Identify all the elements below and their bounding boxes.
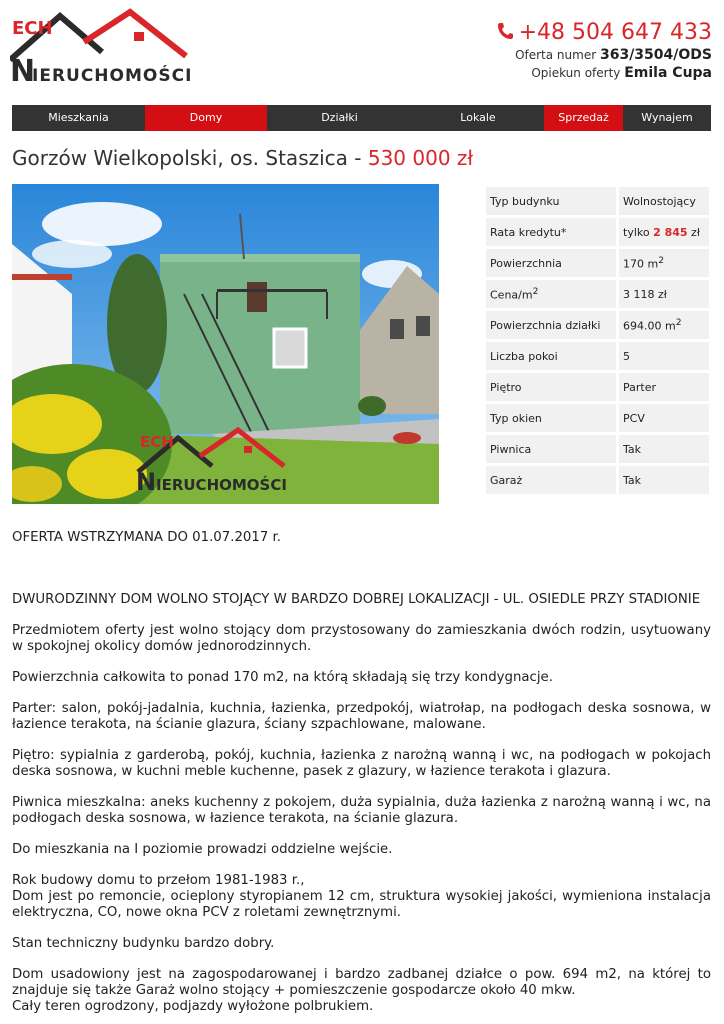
spec-label: Rata kredytu* [486, 218, 619, 246]
spec-label: Piętro [486, 373, 619, 401]
listing-location: Gorzów Wielkopolski, os. Staszica - [12, 146, 368, 170]
agent-line [497, 64, 712, 82]
nav-item-wynajem[interactable]: Wynajem [641, 111, 693, 124]
credit-value: 2 845 [653, 225, 688, 239]
price-m2-label: Cena/m [490, 288, 533, 302]
agent-name: Emila Cupa [624, 65, 712, 81]
description-line: Dom jest po remoncie, ocieplony styropianem 12 cm, struktura wysokiej jakości, wymieniona instalacja elektryczna, CO, nowe okna PCV z roletami zewnętrznymi. [12, 889, 711, 920]
spec-row [486, 466, 709, 494]
credit-suffix: zł [687, 225, 700, 239]
spec-row [486, 342, 709, 370]
description-paragraph: Stan techniczny budynku bardzo dobry. [12, 936, 275, 951]
spec-row [486, 187, 709, 215]
description-line: Rok budowy domu to przełom 1981-1983 r., [12, 873, 305, 888]
watermark-name: IERUCHOMOŚCI [156, 476, 287, 494]
spec-row [486, 249, 709, 277]
spec-value: Wolnostojący [619, 187, 709, 215]
spec-value: 3 118 zł [619, 280, 709, 308]
spec-value: Parter [619, 373, 709, 401]
spec-value [619, 311, 709, 339]
description-line: Dom usadowiony jest na zagospodarowanej i bardzo zadbanej działce o pow. 694 m2, na której to znajduje się także Garaż wolno stojący + pomieszczenie gospodarcze około 40 mkw. [12, 967, 711, 998]
description-paragraph [12, 967, 711, 1015]
spec-value: Tak [619, 435, 709, 463]
description-paragraph: Parter: salon, pokój-jadalnia, kuchnia, łazienka, przedpokój, wiatrołap, na podłogach deska sosnowa, w łazience terakota, na ścianie glazura, ściany szpachlowane, malowane. [12, 701, 711, 732]
offer-number-line [497, 46, 712, 64]
description-paragraph: Powierzchnia całkowita to ponad 170 m2, na którą składają się trzy kondygnacje. [12, 670, 553, 685]
spec-label: Piwnica [486, 435, 619, 463]
watermark-ech: ECH [140, 433, 174, 451]
agent-label: Opiekun oferty [531, 66, 621, 80]
area-value: 170 m [623, 257, 659, 271]
spec-value [619, 218, 709, 246]
listing-title [12, 146, 473, 170]
spec-value: Tak [619, 466, 709, 494]
contact-block [497, 20, 712, 82]
spec-label: Powierzchnia [486, 249, 619, 277]
spec-row [486, 373, 709, 401]
company-logo[interactable] [10, 8, 193, 89]
nav-item-mieszkania[interactable]: Mieszkania [48, 111, 109, 124]
offer-number-label: Oferta numer [515, 48, 597, 62]
spacer [12, 561, 711, 577]
logo-n-letter: N [10, 54, 36, 89]
description-paragraph: Piętro: sypialnia z garderobą, pokój, kuchnia, łazienka z narożną wanną i wc, na podłogach w pokojach deska sosnowa, w kuchni meble kuchenne, pasek z glazury, w łazience terakota i glazura. [12, 748, 711, 779]
listing-price: 530 000 zł [367, 146, 474, 170]
spec-label [486, 280, 619, 308]
spec-label: Typ okien [486, 404, 619, 432]
nav-item-dzialki[interactable]: Działki [321, 111, 358, 124]
status-notice: OFERTA WSTRZYMANA DO 01.07.2017 r. [12, 530, 281, 545]
credit-prefix: tylko [623, 225, 654, 239]
offer-number: 363/3504/ODS [599, 47, 712, 63]
phone-number[interactable]: +48 504 647 433 [518, 20, 712, 45]
spec-row [486, 311, 709, 339]
spec-label: Liczba pokoi [486, 342, 619, 370]
logo-name-text: IERUCHOMOŚCI [32, 66, 193, 86]
spec-value: 5 [619, 342, 709, 370]
description-paragraph [12, 873, 711, 921]
watermark-n: N [136, 468, 157, 496]
description-paragraph: Piwnica mieszkalna: aneks kuchenny z pokojem, duża sypialnia, duża łazienka z narożną wanną i wc, na podłogach deska sosnowa, w łazience terakota, na ścianie glazura. [12, 795, 711, 826]
plot-value: 694.00 m [623, 319, 676, 333]
nav-item-sprzedaz[interactable]: Sprzedaż [544, 105, 623, 131]
phone-icon [497, 22, 513, 40]
nav-item-lokale[interactable]: Lokale [460, 111, 496, 124]
description-line: Cały teren ogrodzony, podjazdy wyłożone polbrukiem. [12, 999, 374, 1014]
spec-row [486, 280, 709, 308]
spec-label: Garaż [486, 466, 619, 494]
listing-description [12, 530, 711, 1015]
nav-item-domy[interactable]: Domy [145, 105, 267, 131]
property-specs-table [486, 184, 709, 497]
main-nav [12, 105, 711, 131]
description-paragraph: Przedmiotem oferty jest wolno stojący dom przystosowany do zamieszkania dwóch rodzin, usytuowany w spokojnej okolicy domów jednorodzinnych. [12, 623, 711, 654]
description-headline: DWURODZINNY DOM WOLNO STOJĄCY W BARDZO DOBREJ LOKALIZACJI - UL. OSIEDLE PRZY STADIONIE [12, 592, 701, 607]
phone-line[interactable] [497, 20, 712, 46]
plot-sup: 2 [675, 317, 682, 329]
spec-label: Typ budynku [486, 187, 619, 215]
spec-row [486, 435, 709, 463]
logo-ech-text: ECH [12, 18, 53, 39]
spec-row [486, 218, 709, 246]
spec-label: Powierzchnia działki [486, 311, 619, 339]
price-m2-label-sup: 2 [532, 286, 539, 298]
area-sup: 2 [658, 255, 665, 267]
house-photo-illustration [12, 184, 439, 504]
description-paragraph: Do mieszkania na I poziomie prowadzi oddzielne wejście. [12, 842, 393, 857]
property-photo[interactable] [12, 184, 439, 504]
spec-value: PCV [619, 404, 709, 432]
spec-row [486, 404, 709, 432]
spec-value [619, 249, 709, 277]
